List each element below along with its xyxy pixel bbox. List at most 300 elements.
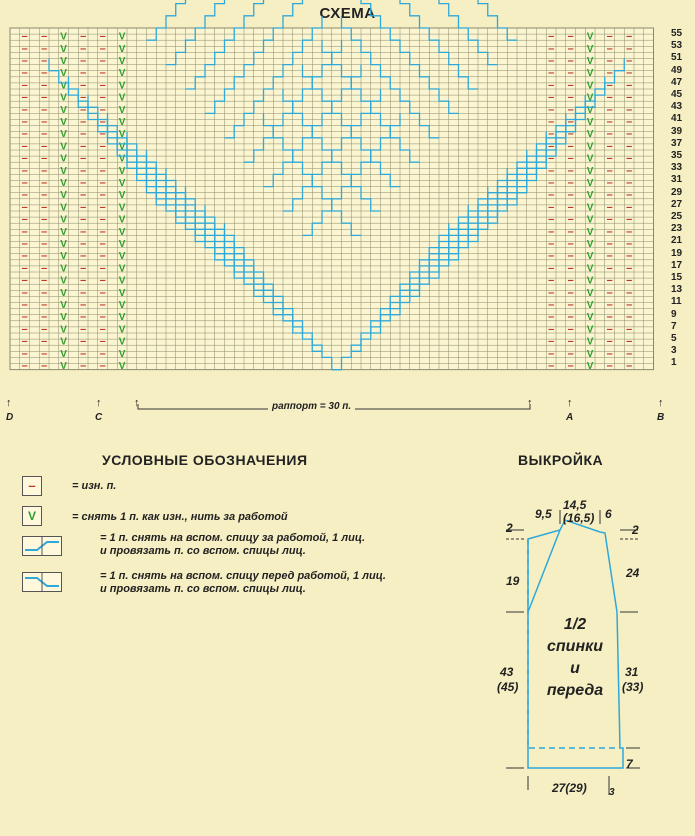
slip-stitch-symbol: V xyxy=(586,238,594,250)
purl-stitch-symbol: – xyxy=(626,237,633,250)
purl-stitch-symbol: – xyxy=(567,225,574,238)
purl-stitch-symbol: – xyxy=(567,128,574,141)
purl-stitch-symbol: – xyxy=(626,91,633,104)
row-label: 33 xyxy=(671,162,683,174)
slip-stitch-symbol: V xyxy=(586,55,594,67)
slip-stitch-symbol: V xyxy=(60,177,67,189)
purl-stitch-symbol: – xyxy=(41,335,48,348)
slip-stitch-symbol: V xyxy=(118,190,126,202)
purl-stitch-symbol: – xyxy=(567,91,574,104)
purl-stitch-symbol: – xyxy=(567,286,574,299)
purl-stitch-symbol: – xyxy=(41,201,48,214)
purl-stitch-symbol: – xyxy=(99,201,106,214)
cable-left-icon xyxy=(22,572,62,592)
purl-stitch-symbol: – xyxy=(99,103,106,116)
purl-stitch-symbol: – xyxy=(80,164,87,177)
purl-stitch-symbol: – xyxy=(99,152,106,165)
slip-stitch-symbol: V xyxy=(118,263,126,275)
purl-stitch-symbol: – xyxy=(567,311,574,324)
purl-stitch-symbol: – xyxy=(21,286,28,299)
arrow-up-icon: ↑ xyxy=(658,397,664,409)
purl-stitch-symbol: – xyxy=(606,311,613,324)
purl-stitch-symbol: – xyxy=(548,298,555,311)
purl-stitch-symbol: – xyxy=(606,128,613,141)
purl-stitch-symbol: – xyxy=(548,335,555,348)
row-label: 1 xyxy=(671,357,677,369)
purl-stitch-symbol: – xyxy=(21,42,28,55)
slip-stitch-symbol: V xyxy=(586,165,594,177)
purl-stitch-symbol: – xyxy=(41,54,48,67)
purl-stitch-symbol: – xyxy=(80,225,87,238)
purl-stitch-symbol: – xyxy=(548,152,555,165)
slip-stitch-symbol: V xyxy=(60,68,67,80)
purl-stitch-symbol: – xyxy=(567,79,574,92)
purl-stitch-symbol: – xyxy=(99,42,106,55)
purl-stitch-symbol: – xyxy=(606,237,613,250)
purl-stitch-symbol: – xyxy=(626,115,633,128)
purl-stitch-symbol: – xyxy=(548,164,555,177)
slip-stitch-symbol: V xyxy=(60,299,67,311)
marker-b: B xyxy=(657,412,665,423)
purl-stitch-symbol: – xyxy=(41,323,48,336)
purl-stitch-symbol: – xyxy=(567,176,574,189)
purl-stitch-symbol: – xyxy=(80,201,87,214)
purl-stitch-symbol: – xyxy=(606,91,613,104)
slip-stitch-symbol: V xyxy=(586,336,594,348)
marker-d: D xyxy=(6,412,14,423)
purl-stitch-symbol: – xyxy=(80,67,87,80)
purl-stitch-symbol: – xyxy=(41,237,48,250)
purl-stitch-symbol: – xyxy=(548,176,555,189)
purl-stitch-symbol: – xyxy=(21,164,28,177)
slip-stitch-symbol: V xyxy=(118,238,126,250)
purl-stitch-symbol: – xyxy=(99,225,106,238)
purl-stitch-symbol: – xyxy=(21,30,28,43)
slip-stitch-symbol: V xyxy=(60,263,67,275)
slip-stitch-symbol: V xyxy=(118,348,126,360)
purl-stitch-symbol: – xyxy=(606,250,613,263)
purl-stitch-symbol: – xyxy=(548,213,555,226)
purl-stitch-symbol: – xyxy=(41,359,48,372)
row-label: 29 xyxy=(671,186,683,198)
slip-stitch-symbol: V xyxy=(118,360,126,372)
purl-stitch-symbol: – xyxy=(99,176,106,189)
slip-stitch-symbol: V xyxy=(60,92,67,104)
marker-a: A xyxy=(566,412,574,423)
purl-stitch-symbol: – xyxy=(99,30,106,43)
purl-stitch-symbol: – xyxy=(99,311,106,324)
purl-stitch-symbol: – xyxy=(548,311,555,324)
purl-stitch-symbol: – xyxy=(567,298,574,311)
purl-stitch-symbol: – xyxy=(606,176,613,189)
purl-stitch-symbol: – xyxy=(626,42,633,55)
arrow-up-icon: ↑ xyxy=(527,397,533,409)
purl-stitch-symbol: – xyxy=(41,140,48,153)
dim-neck-width-alt: (16,5) xyxy=(563,511,595,525)
purl-stitch-symbol: – xyxy=(99,67,106,80)
purl-stitch-symbol: – xyxy=(41,213,48,226)
pattern-title: ВЫКРОЙКА xyxy=(518,452,604,468)
slip-stitch-symbol: V xyxy=(586,92,594,104)
purl-stitch-symbol: – xyxy=(548,91,555,104)
purl-stitch-symbol: – xyxy=(99,335,106,348)
purl-stitch-symbol: – xyxy=(548,225,555,238)
purl-stitch-symbol: – xyxy=(626,311,633,324)
purl-stitch-symbol: – xyxy=(41,250,48,263)
purl-stitch-symbol: – xyxy=(99,140,106,153)
row-label: 19 xyxy=(671,247,683,259)
purl-stitch-symbol: – xyxy=(606,152,613,165)
slip-stitch-symbol: V xyxy=(60,312,67,324)
purl-stitch-symbol: – xyxy=(606,213,613,226)
slip-stitch-symbol: V xyxy=(586,43,594,55)
pattern-center-line2: спинки xyxy=(547,638,603,655)
purl-stitch-symbol: – xyxy=(548,128,555,141)
purl-stitch-symbol: – xyxy=(567,42,574,55)
purl-stitch-symbol: – xyxy=(567,54,574,67)
slip-stitch-symbol: V xyxy=(60,190,67,202)
purl-stitch-symbol: – xyxy=(99,91,106,104)
slip-stitch-symbol: V xyxy=(118,153,126,165)
purl-stitch-symbol: – xyxy=(41,189,48,202)
purl-stitch-symbol: – xyxy=(21,262,28,275)
purl-stitch-symbol: – xyxy=(41,347,48,360)
slip-stitch-symbol: V xyxy=(118,312,126,324)
row-label: 31 xyxy=(671,174,683,186)
slip-stitch-symbol: V xyxy=(60,238,67,250)
slip-stitch-symbol: V xyxy=(118,129,126,141)
legend-cable-left-line1: = 1 п. снять на вспом. спицу перед работой, 1 лиц. xyxy=(100,570,386,582)
purl-stitch-symbol: – xyxy=(548,189,555,202)
purl-stitch-symbol: – xyxy=(99,164,106,177)
purl-stitch-symbol: – xyxy=(606,347,613,360)
slip-stitch-symbol: V xyxy=(118,141,126,153)
slip-stitch-symbol: V xyxy=(118,336,126,348)
slip-stitch-symbol: V xyxy=(586,263,594,275)
slip-stitch-symbol: V xyxy=(118,116,126,128)
purl-stitch-symbol: – xyxy=(80,189,87,202)
purl-stitch-symbol: – xyxy=(21,225,28,238)
slip-stitch-symbol: V xyxy=(60,55,67,67)
slip-stitch-symbol: V xyxy=(118,43,126,55)
dim-body-right: 31 xyxy=(625,665,639,679)
purl-stitch-symbol: – xyxy=(567,115,574,128)
purl-stitch-symbol: – xyxy=(99,250,106,263)
purl-stitch-symbol: – xyxy=(567,67,574,80)
row-label: 3 xyxy=(671,345,677,357)
slip-symbol-icon: V xyxy=(22,506,42,526)
purl-stitch-symbol: – xyxy=(80,250,87,263)
purl-stitch-symbol: – xyxy=(567,250,574,263)
purl-stitch-symbol: – xyxy=(606,274,613,287)
row-label: 47 xyxy=(671,76,683,88)
purl-stitch-symbol: – xyxy=(606,335,613,348)
purl-stitch-symbol: – xyxy=(606,225,613,238)
purl-stitch-symbol: – xyxy=(567,213,574,226)
slip-stitch-symbol: V xyxy=(586,324,594,336)
purl-stitch-symbol: – xyxy=(21,115,28,128)
slip-stitch-symbol: V xyxy=(118,275,126,287)
slip-stitch-symbol: V xyxy=(118,214,126,226)
slip-stitch-symbol: V xyxy=(586,104,594,116)
purl-stitch-symbol: – xyxy=(626,274,633,287)
purl-stitch-symbol: – xyxy=(21,79,28,92)
purl-stitch-symbol: – xyxy=(626,335,633,348)
purl-stitch-symbol: – xyxy=(80,54,87,67)
purl-stitch-symbol: – xyxy=(41,91,48,104)
purl-stitch-symbol: – xyxy=(567,347,574,360)
purl-stitch-symbol: – xyxy=(567,274,574,287)
dim-body-left: 43 xyxy=(500,665,514,679)
slip-stitch-symbol: V xyxy=(60,275,67,287)
purl-stitch-symbol: – xyxy=(21,311,28,324)
purl-stitch-symbol: – xyxy=(99,237,106,250)
legend-slip-text: = снять 1 п. как изн., нить за работой xyxy=(72,511,288,523)
purl-stitch-symbol: – xyxy=(567,152,574,165)
legend-cable-left-line2: и провязать п. со вспом. спицы лиц. xyxy=(100,583,306,595)
purl-stitch-symbol: – xyxy=(41,128,48,141)
purl-stitch-symbol: – xyxy=(606,359,613,372)
purl-stitch-symbol: – xyxy=(21,213,28,226)
slip-stitch-symbol: V xyxy=(118,324,126,336)
arrow-up-icon: ↑ xyxy=(134,397,140,409)
slip-stitch-symbol: V xyxy=(586,360,594,372)
purl-stitch-symbol: – xyxy=(41,115,48,128)
slip-stitch-symbol: V xyxy=(586,287,594,299)
purl-stitch-symbol: – xyxy=(21,250,28,263)
slip-stitch-symbol: V xyxy=(586,68,594,80)
slip-stitch-symbol: V xyxy=(586,226,594,238)
purl-stitch-symbol: – xyxy=(80,91,87,104)
slip-stitch-symbol: V xyxy=(60,360,67,372)
purl-stitch-symbol: – xyxy=(21,103,28,116)
row-label: 15 xyxy=(671,272,683,283)
slip-stitch-symbol: V xyxy=(586,141,594,153)
slip-stitch-symbol: V xyxy=(586,116,594,128)
purl-stitch-symbol: – xyxy=(626,298,633,311)
purl-stitch-symbol: – xyxy=(99,286,106,299)
arrow-up-icon: ↑ xyxy=(567,397,573,409)
purl-stitch-symbol: – xyxy=(548,286,555,299)
legend-title: УСЛОВНЫЕ ОБОЗНАЧЕНИЯ xyxy=(102,452,308,468)
purl-stitch-symbol: – xyxy=(606,67,613,80)
purl-stitch-symbol: – xyxy=(606,30,613,43)
purl-stitch-symbol: – xyxy=(567,262,574,275)
dim-body-right-alt: (33) xyxy=(622,680,644,694)
slip-stitch-symbol: V xyxy=(586,312,594,324)
purl-stitch-symbol: – xyxy=(626,323,633,336)
purl-stitch-symbol: – xyxy=(626,79,633,92)
rapport-label: раппорт = 30 п. xyxy=(268,401,355,412)
purl-stitch-symbol: – xyxy=(626,201,633,214)
purl-stitch-symbol: – xyxy=(567,323,574,336)
purl-stitch-symbol: – xyxy=(99,128,106,141)
pattern-center-line3: и xyxy=(570,660,580,677)
purl-stitch-symbol: – xyxy=(99,274,106,287)
purl-stitch-symbol: – xyxy=(606,42,613,55)
purl-stitch-symbol: – xyxy=(80,103,87,116)
purl-stitch-symbol: – xyxy=(99,298,106,311)
purl-stitch-symbol: – xyxy=(80,262,87,275)
dim-drop-left: 2 xyxy=(506,521,513,535)
purl-stitch-symbol: – xyxy=(21,359,28,372)
purl-stitch-symbol: – xyxy=(41,286,48,299)
row-label: 51 xyxy=(671,52,683,64)
slip-stitch-symbol: V xyxy=(60,251,67,263)
purl-stitch-symbol: – xyxy=(99,115,106,128)
row-label: 5 xyxy=(671,333,677,344)
cable-right-icon xyxy=(22,536,62,556)
purl-stitch-symbol: – xyxy=(80,176,87,189)
slip-stitch-symbol: V xyxy=(60,116,67,128)
slip-stitch-symbol: V xyxy=(586,251,594,263)
purl-stitch-symbol: – xyxy=(21,54,28,67)
row-label: 11 xyxy=(671,296,682,308)
dim-armhole-left: 19 xyxy=(506,574,520,588)
purl-stitch-symbol: – xyxy=(80,359,87,372)
purl-stitch-symbol: – xyxy=(41,274,48,287)
purl-stitch-symbol: – xyxy=(548,359,555,372)
row-label: 45 xyxy=(671,89,683,100)
pattern-center-line1: 1/2 xyxy=(563,616,587,633)
purl-stitch-symbol: – xyxy=(567,30,574,43)
slip-stitch-symbol: V xyxy=(586,214,594,226)
purl-stitch-symbol: – xyxy=(548,347,555,360)
purl-stitch-symbol: – xyxy=(21,335,28,348)
purl-stitch-symbol: – xyxy=(99,347,106,360)
row-label: 55 xyxy=(671,28,683,39)
row-label: 49 xyxy=(671,64,683,76)
purl-stitch-symbol: – xyxy=(80,30,87,43)
purl-stitch-symbol: – xyxy=(548,140,555,153)
purl-stitch-symbol: – xyxy=(41,79,48,92)
purl-stitch-symbol: – xyxy=(606,140,613,153)
slip-stitch-symbol: V xyxy=(60,153,67,165)
purl-stitch-symbol: – xyxy=(41,30,48,43)
purl-stitch-symbol: – xyxy=(626,262,633,275)
purl-stitch-symbol: – xyxy=(548,201,555,214)
purl-stitch-symbol: – xyxy=(606,79,613,92)
purl-stitch-symbol: – xyxy=(21,176,28,189)
dim-neck-width: 14,5 xyxy=(563,498,587,512)
purl-stitch-symbol: – xyxy=(99,359,106,372)
row-label: 13 xyxy=(671,284,683,296)
purl-stitch-symbol: – xyxy=(548,42,555,55)
slip-stitch-symbol: V xyxy=(118,177,126,189)
slip-stitch-symbol: V xyxy=(586,190,594,202)
slip-stitch-symbol: V xyxy=(586,153,594,165)
slip-stitch-symbol: V xyxy=(586,80,594,92)
slip-stitch-symbol: V xyxy=(60,336,67,348)
slip-stitch-symbol: V xyxy=(118,299,126,311)
row-label: 37 xyxy=(671,137,683,149)
purl-stitch-symbol: – xyxy=(626,213,633,226)
slip-stitch-symbol: V xyxy=(118,251,126,263)
purl-stitch-symbol: – xyxy=(606,164,613,177)
purl-stitch-symbol: – xyxy=(548,237,555,250)
slip-stitch-symbol: V xyxy=(118,165,126,177)
purl-stitch-symbol: – xyxy=(606,201,613,214)
purl-stitch-symbol: – xyxy=(626,30,633,43)
purl-stitch-symbol: – xyxy=(41,67,48,80)
purl-stitch-symbol: – xyxy=(606,286,613,299)
purl-stitch-symbol: – xyxy=(567,359,574,372)
purl-stitch-symbol: – xyxy=(606,54,613,67)
purl-stitch-symbol: – xyxy=(606,189,613,202)
row-label: 7 xyxy=(671,320,677,332)
row-label: 27 xyxy=(671,198,683,210)
slip-stitch-symbol: V xyxy=(118,31,126,43)
purl-stitch-symbol: – xyxy=(626,347,633,360)
purl-stitch-symbol: – xyxy=(567,140,574,153)
purl-stitch-symbol: – xyxy=(41,176,48,189)
purl-stitch-symbol: – xyxy=(99,323,106,336)
purl-stitch-symbol: – xyxy=(99,213,106,226)
slip-stitch-symbol: V xyxy=(60,43,67,55)
row-label: 53 xyxy=(671,40,683,52)
purl-stitch-symbol: – xyxy=(567,237,574,250)
purl-stitch-symbol: – xyxy=(567,201,574,214)
slip-stitch-symbol: V xyxy=(118,287,126,299)
legend-cable-right-line2: и провязать п. со вспом. спицы лиц. xyxy=(100,545,306,557)
dim-shoulder: 6 xyxy=(605,507,612,521)
purl-stitch-symbol: – xyxy=(626,128,633,141)
purl-stitch-symbol: – xyxy=(626,152,633,165)
purl-stitch-symbol: – xyxy=(626,225,633,238)
slip-stitch-symbol: V xyxy=(586,348,594,360)
purl-stitch-symbol: – xyxy=(21,274,28,287)
purl-stitch-symbol: – xyxy=(21,237,28,250)
slip-stitch-symbol: V xyxy=(118,68,126,80)
slip-stitch-symbol: V xyxy=(60,226,67,238)
slip-stitch-symbol: V xyxy=(60,104,67,116)
slip-stitch-symbol: V xyxy=(586,299,594,311)
purl-stitch-symbol: – xyxy=(626,67,633,80)
purl-stitch-symbol: – xyxy=(80,347,87,360)
purl-stitch-symbol: – xyxy=(21,189,28,202)
purl-stitch-symbol: – xyxy=(626,176,633,189)
purl-stitch-symbol: – xyxy=(626,140,633,153)
slip-stitch-symbol: V xyxy=(586,31,594,43)
slip-stitch-symbol: V xyxy=(60,129,67,141)
purl-stitch-symbol: – xyxy=(21,140,28,153)
row-label: 23 xyxy=(671,223,683,235)
row-label: 17 xyxy=(671,259,683,271)
marker-c: C xyxy=(95,412,103,423)
purl-stitch-symbol: – xyxy=(567,189,574,202)
purl-stitch-symbol: – xyxy=(21,152,28,165)
purl-stitch-symbol: – xyxy=(80,335,87,348)
arrow-up-icon: ↑ xyxy=(96,397,102,409)
purl-stitch-symbol: – xyxy=(606,323,613,336)
purl-stitch-symbol: – xyxy=(548,79,555,92)
purl-stitch-symbol: – xyxy=(41,298,48,311)
purl-stitch-symbol: – xyxy=(80,286,87,299)
purl-stitch-symbol: – xyxy=(80,323,87,336)
row-label: 35 xyxy=(671,150,683,161)
purl-stitch-symbol: – xyxy=(80,152,87,165)
purl-stitch-symbol: – xyxy=(80,237,87,250)
slip-stitch-symbol: V xyxy=(118,55,126,67)
purl-stitch-symbol: – xyxy=(41,42,48,55)
purl-stitch-symbol: – xyxy=(21,91,28,104)
purl-stitch-symbol: – xyxy=(99,54,106,67)
slip-stitch-symbol: V xyxy=(586,202,594,214)
dim-ease: 3 xyxy=(609,787,615,798)
slip-stitch-symbol: V xyxy=(60,165,67,177)
dim-armhole-right: 24 xyxy=(626,566,640,580)
purl-stitch-symbol: – xyxy=(626,54,633,67)
